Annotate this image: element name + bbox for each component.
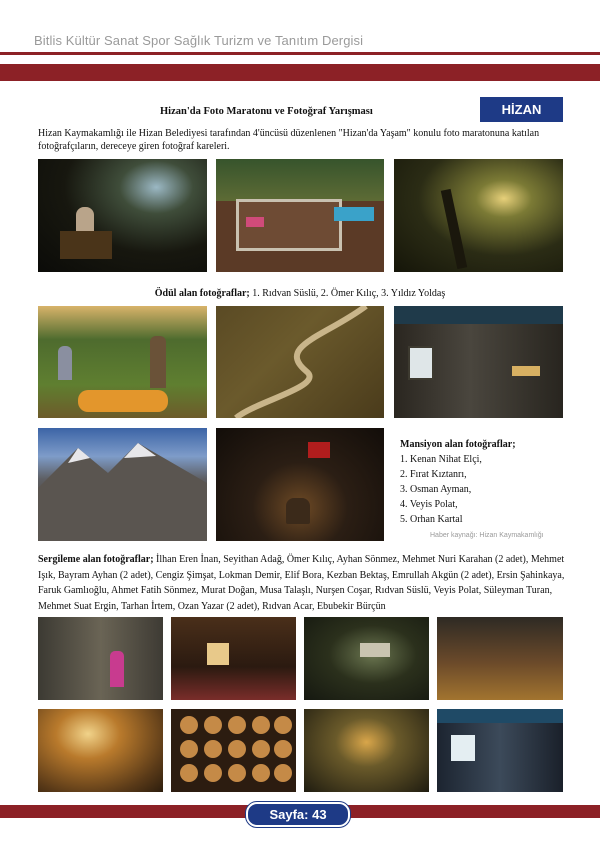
- exhibition-photo-7: [304, 709, 429, 792]
- award-photo-1: [38, 159, 207, 272]
- exhibition-photo-5: [38, 709, 163, 792]
- honorable-photo-1: [38, 306, 207, 418]
- article-intro: Hizan Kaymakamlığı ile Hizan Belediyesi tarafından 4'üncüsü düzenlenen "Hizan'da Yaşam" konulu foto maratonuna katılan fotoğrafçıların, dereceye giren fotoğraf kareleri.: [38, 128, 540, 152]
- page-number: Sayfa: 43: [246, 802, 350, 827]
- honorable-photo-5: [216, 428, 384, 541]
- honorable-item: 1. Kenan Nihat Elçi,: [400, 454, 482, 465]
- honorable-item: 5. Orhan Kartal: [400, 514, 463, 525]
- exhibition-text: [38, 552, 568, 614]
- region-badge: HİZAN: [480, 97, 563, 122]
- awards-caption: [0, 288, 600, 299]
- honorable-label: Mansiyon alan fotoğraflar;: [400, 439, 516, 450]
- awards-winners: 1. Rıdvan Süslü, 2. Ömer Kılıç, 3. Yıldız Yoldaş: [252, 288, 446, 299]
- honorable-item: 3. Osman Ayman,: [400, 484, 472, 495]
- header-rule: [0, 52, 600, 55]
- awards-label: Ödül alan fotoğraflar;: [154, 288, 250, 299]
- bread-pattern-icon: [171, 709, 296, 792]
- award-photo-3: [394, 159, 563, 272]
- exhibition-photo-3: [304, 617, 429, 700]
- road-icon: [216, 306, 384, 418]
- magazine-title: Bitlis Kültür Sanat Spor Sağlık Turizm ve Tanıtım Dergisi: [34, 33, 364, 48]
- exhibition-photo-1: [38, 617, 163, 700]
- honorable-list: [400, 437, 590, 527]
- article-title: Hizan'da Foto Maratonu ve Fotoğraf Yarışması: [160, 106, 373, 117]
- mountain-icon: [38, 428, 207, 541]
- exhibition-label: Sergileme alan fotoğraflar;: [38, 554, 154, 565]
- honorable-photo-3: [394, 306, 563, 418]
- exhibition-photo-4: [437, 617, 563, 700]
- header-band: [0, 64, 600, 81]
- exhibition-names: İlhan Eren İnan, Seyithan Adağ, Ömer Kılıç, Ayhan Sönmez, Mehmet Nuri Karahan (2 adet), Mehmet Işık, Bayram Ayhan (2 adet), Cengiz Şimşat, Lokman Demir, Elif Bora, Kezban Bektaş, Emrullah Akgün (2 adet), Ersin Şahinkaya, Faruk Gamlıoğlu, Ahmet Fatih Sönmez, Murat Doğan, Musa Talaşlı, Nurşen Coşar, Rıdvan Süslü, Veyis Polat, Süleyman Turan, Mehmet Suat Ergin, Tarhan İrtem, Ozan Yazar (2 adet), Rıdvan Acar, Ebubekir Bürçün: [38, 554, 565, 612]
- honorable-item: 4. Veyis Polat,: [400, 499, 458, 510]
- award-photo-2: [216, 159, 384, 272]
- honorable-item: 2. Fırat Kıztanrı,: [400, 469, 467, 480]
- exhibition-photo-6: [171, 709, 296, 792]
- honorable-photo-2: [216, 306, 384, 418]
- exhibition-photo-2: [171, 617, 296, 700]
- news-source: Haber kaynağı: Hizan Kaymakamlığı: [430, 532, 544, 539]
- honorable-photo-4: [38, 428, 207, 541]
- exhibition-photo-8: [437, 709, 563, 792]
